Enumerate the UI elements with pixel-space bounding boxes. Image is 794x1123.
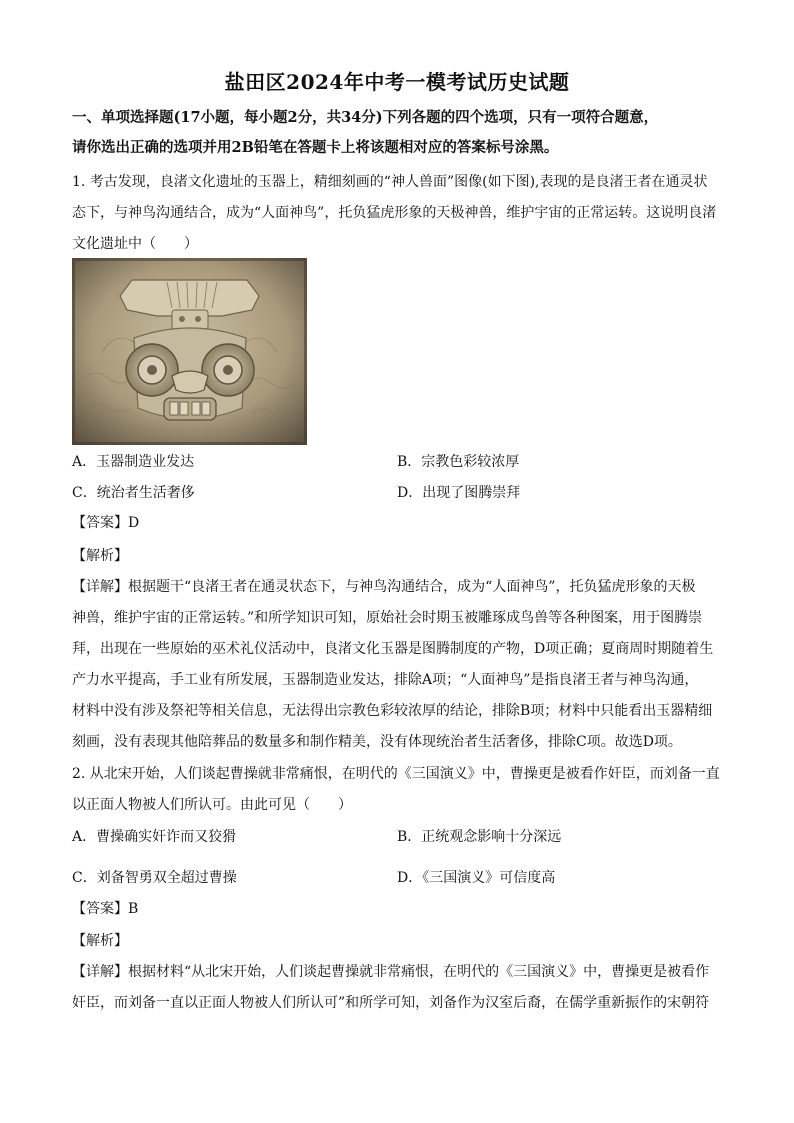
section-heading-line-2: 请你选出正确的选项并用2B铅笔在答题卡上将该题相对应的答案标号涂黑。 <box>72 139 559 156</box>
q1-detail-line-6: 刻画，没有表现其他陪葬品的数量多和制作精美，没有体现统治者生活奢侈，排除C项。故选D项。 <box>72 734 682 750</box>
q1-option-c: C．统治者生活奢侈 <box>72 485 195 501</box>
q1-option-a: A．玉器制造业发达 <box>72 454 195 470</box>
q2-option-b: B．正统观念影响十分深远 <box>397 829 562 845</box>
q2-stem-line-1: 2. 从北宋开始，人们谈起曹操就非常痛恨，在明代的《三国演义》中，曹操更是被看作奸臣，而刘备一直 <box>72 766 720 782</box>
q1-detail-line-3: 拜，出现在一些原始的巫术礼仪活动中，良渚文化玉器是图腾制度的产物，D项正确；夏商周时期随着生 <box>72 641 714 657</box>
q2-analysis-heading: 【解析】 <box>72 933 128 949</box>
q1-detail-line-4: 产力水平提高，手工业有所发展，玉器制造业发达，排除A项；“人面神鸟”是指良渚王者与神鸟沟通， <box>72 672 699 688</box>
q1-option-b: B．宗教色彩较浓厚 <box>397 454 520 470</box>
q1-detail-line-5: 材料中没有涉及祭祀等相关信息，无法得出宗教色彩较浓厚的结论，排除B项；材料中只能看出玉器精细 <box>72 703 713 719</box>
q2-option-a: A．曹操确实奸诈而又狡猾 <box>72 829 237 845</box>
jade-mask-carving-image <box>72 258 307 445</box>
q1-stem-line-3: 文化遗址中（ ） <box>72 236 198 252</box>
q1-detail-line-2: 神兽，维护宇宙的正常运转。”和所学知识可知，原始社会时期玉被雕琢成鸟兽等各种图案，用于图腾崇 <box>72 610 703 626</box>
q1-analysis-heading: 【解析】 <box>72 548 128 564</box>
section-heading-line-1: 一、单项选择题(17小题，每小题2分，共34分)下列各题的四个选项，只有一项符合题意， <box>72 109 659 126</box>
q1-detail-line-1: 【详解】根据题干“良渚王者在通灵状态下，与神鸟沟通结合，成为“人面神鸟”，托负猛虎形象的天极 <box>72 579 696 595</box>
q2-answer: 【答案】B <box>72 901 139 917</box>
page-title: 盐田区2024年中考一模考试历史试题 <box>224 70 570 94</box>
q1-stem-line-1: 1. 考古发现，良渚文化遗址的玉器上，精细刻画的“神人兽面”图像(如下图),表现的是良渚王者在通灵状 <box>72 174 708 190</box>
q2-stem-line-2: 以正面人物被人们所认可。由此可见（ ） <box>72 797 352 813</box>
q1-answer: 【答案】D <box>72 515 140 531</box>
q2-option-c: C．刘备智勇双全超过曹操 <box>72 870 237 886</box>
q1-stem-line-2: 态下，与神鸟沟通结合，成为“人面神鸟”，托负猛虎形象的天极神兽，维护宇宙的正常运转。这说明良渚 <box>72 205 717 221</box>
q1-option-d: D．出现了图腾崇拜 <box>397 485 521 501</box>
q2-option-d: D．《三国演义》可信度高 <box>397 870 556 886</box>
q2-detail-line-2: 奸臣，而刘备一直以正面人物被人们所认可”和所学可知，刘备作为汉室后裔，在儒学重新振作的宋朝符 <box>72 995 710 1011</box>
q2-detail-line-1: 【详解】根据材料“从北宋开始，人们谈起曹操就非常痛恨，在明代的《三国演义》中，曹操更是被看作 <box>72 964 710 980</box>
